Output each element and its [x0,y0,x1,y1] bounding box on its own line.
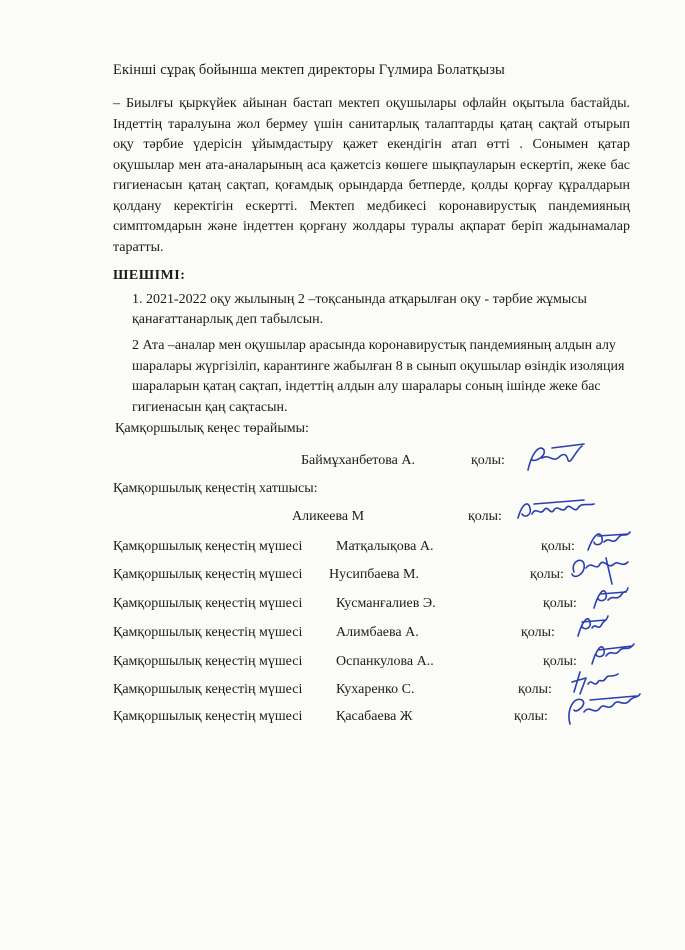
decision-title: ШЕШІМІ: [113,268,186,283]
secretary-sign-label: қолы: [468,509,502,524]
chair-title: Қамқоршылық кеңес төрайымы: [115,421,309,436]
member-title: Қамқоршылық кеңестің мүшесі [113,539,303,554]
member-sign-label: қолы: [521,625,555,640]
decision-item-2: 2 Ата –аналар мен оқушылар арасында коронавирустық пандемияның алдын алу шаралары жүргізіліп, карантинге жабылған 8 в сынып оқушылар өзіндік изоляция шараларын қатаң сақтап, індеттің алдын алу шаралары соның ішінде жеке бас гигиенасын қаң сақтасын. [132,338,625,415]
member-sign-label: қолы: [530,567,564,582]
member-title: Қамқоршылық кеңестің мүшесі [113,682,303,697]
member-title: Қамқоршылық кеңестің мүшесі [113,625,303,640]
member-name: Қасабаева Ж [336,709,413,724]
member-title: Қамқоршылық кеңестің мүшесі [113,654,303,669]
member-sign-label: қолы: [541,539,575,554]
minutes-paragraph: – Биылғы қыркүйек айынан бастап мектеп оқушылары офлайн оқытыла бастайды. Індеттің таралуына жол бермеу үшін санитарлық талаптарды қатаң сақтай отырып оқу тәрбие үдерісін ұйымдастыру қажет екендігін атап өтті . Сонымен қатар оқушылар мен ата-аналарының аса қажетсіз көшеге шықпауларын ескертіп, жеке бас гигиенасын қатаң сақтап, қоғамдық орындарда бетперде, қолды қорғау құралдарын қолдану керектігін ескертті. Мектеп медбикесі коронавирустық пандемияның симптомдарын және індеттен қорғану жолдары туралы ақпарат беріп жадынамалар таратты. [113,96,630,255]
member-name: Нусипбаева М. [329,567,419,582]
secretary-signature [514,494,598,528]
member-name: Оспанкулова А.. [336,654,434,669]
member-sign-label: қолы: [543,596,577,611]
chair-signature [522,440,592,476]
chair-name: Баймұханбетова А. [301,453,415,468]
member-sign-label: қолы: [543,654,577,669]
member-title: Қамқоршылық кеңестің мүшесі [113,709,303,724]
chair-sign-label: қолы: [471,453,505,468]
member-sign-label: қолы: [518,682,552,697]
member-name: Кухаренко С. [336,682,415,697]
member-title: Қамқоршылық кеңестің мүшесі [113,567,303,582]
member-signature [560,690,644,730]
member-name: Кусманғалиев Э. [336,596,436,611]
secretary-name: Аликеева М [292,509,365,524]
secretary-title: Қамқоршылық кеңестің хатшысы: [113,481,318,496]
decision-item-1: 1. 2021-2022 оқу жылының 2 –тоқсанында атқарылған оқу - тәрбие жұмысы қанағаттанарлық деп табылсын. [132,292,587,327]
member-name: Алимбаева А. [336,625,419,640]
member-sign-label: қолы: [514,709,548,724]
member-title: Қамқоршылық кеңестің мүшесі [113,596,303,611]
member-name: Матқалықова А. [336,539,434,554]
section-heading: Екінші сұрақ бойынша мектеп директоры Гүлмира Болатқызы [113,62,505,78]
